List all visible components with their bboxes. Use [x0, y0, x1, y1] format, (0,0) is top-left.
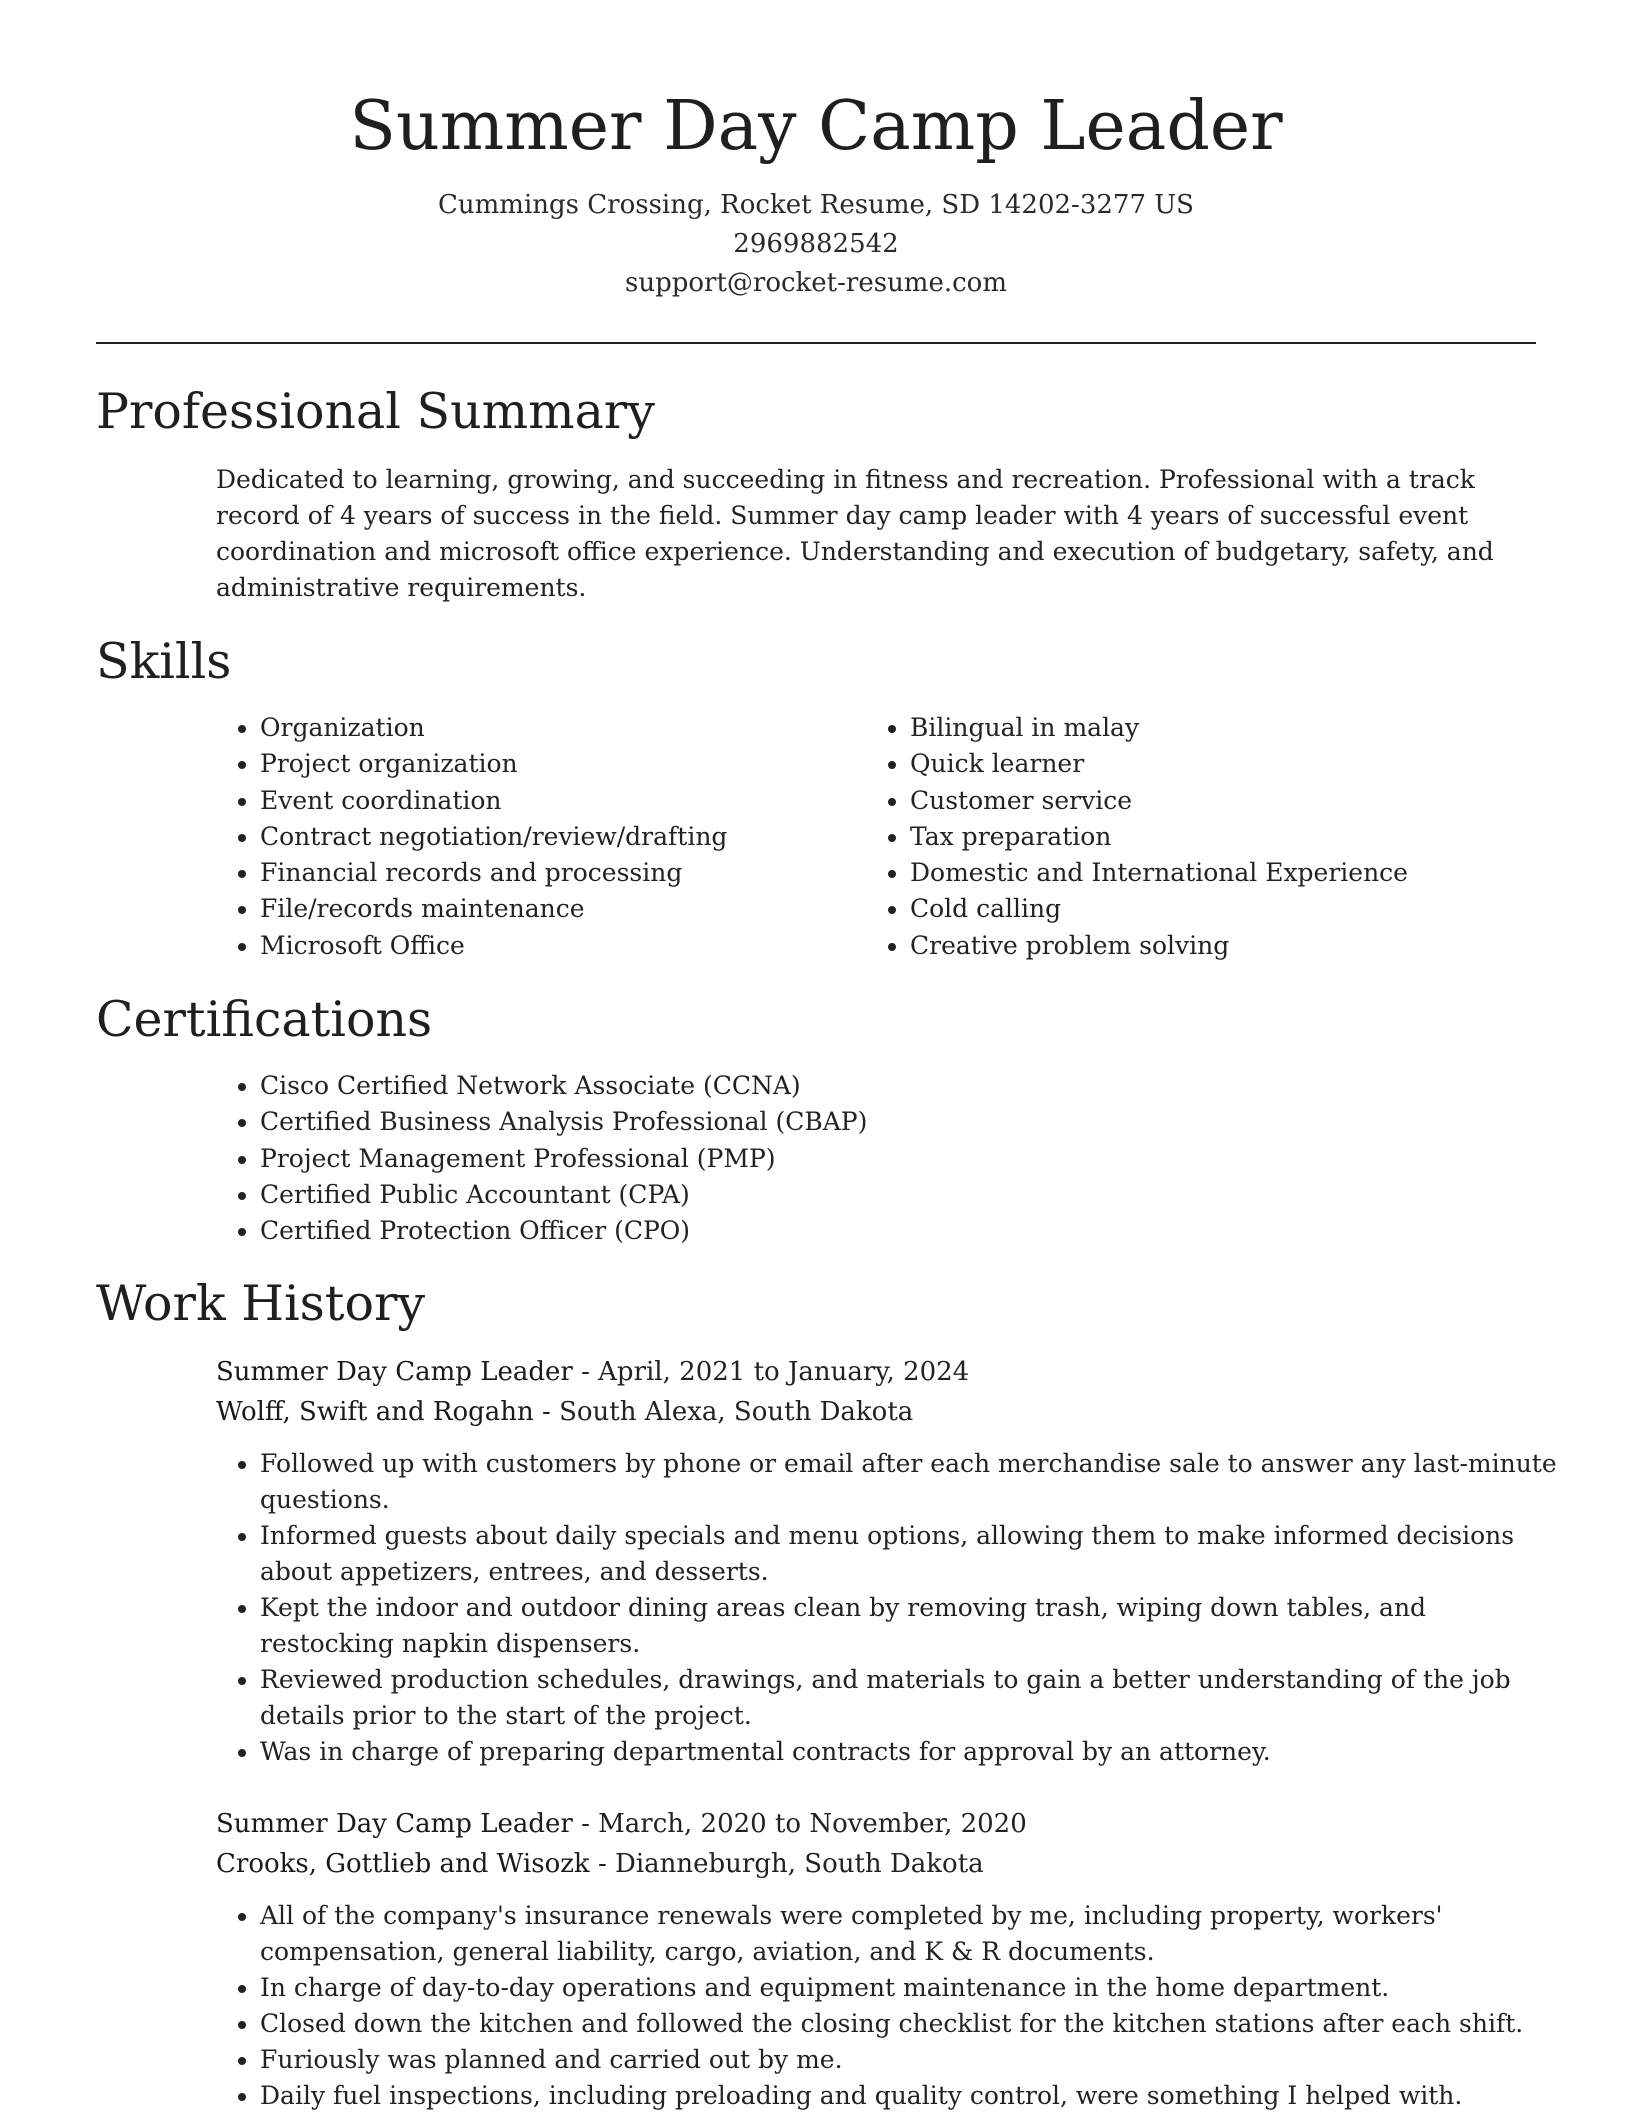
skills-list-right — [866, 710, 1550, 964]
skill-item: • Financial records and processing — [260, 855, 820, 891]
job-company: Wolff, Swift and Rogahn — [216, 1397, 534, 1427]
job-company-line — [216, 1844, 984, 1884]
candidate-name: Summer Day Camp Leader — [349, 87, 1283, 166]
job-title-line — [216, 1804, 1027, 1844]
job-dates: - April, 2021 to January, 2024 — [572, 1357, 970, 1387]
contact-address: Cummings Crossing, Rocket Resume, SD 14202-3277 US — [438, 190, 1194, 220]
job-title-line — [216, 1352, 969, 1392]
skill-item: • Contract negotiation/review/drafting — [260, 819, 820, 855]
job-title: Summer Day Camp Leader — [216, 1809, 573, 1839]
skill-item: • Microsoft Office — [260, 928, 820, 964]
contact-phone: 2969882542 — [733, 229, 899, 259]
job-duty-item: • All of the company's insurance renewals were completed by me, including property, workers' compensation, general liability, cargo, aviation, and K & R documents. — [260, 1898, 1565, 1970]
contact-email: support@rocket-resume.com — [624, 268, 1007, 298]
work-history-heading: Work History — [96, 1275, 426, 1332]
job-duty-item: • In charge of day-to-day operations and equipment maintenance in the home department. — [260, 1970, 1565, 2006]
job-title: Summer Day Camp Leader — [216, 1357, 573, 1387]
certification-item: • Certified Protection Officer (CPO) — [260, 1213, 1460, 1249]
skills-heading: Skills — [96, 633, 232, 690]
skill-item: • Project organization — [260, 746, 820, 782]
job-duties-list — [216, 1898, 1565, 2114]
summary-text: Dedicated to learning, growing, and succeeding in fitness and recreation. Professional with a track record of 4 years of success in the field. Summer day camp leader with 4 years of successful event coordination and microsoft office experience. Understanding and execution of budgetary, safety, and administrative requirements. — [216, 465, 1494, 602]
certifications-heading: Certifications — [96, 991, 433, 1048]
skills-list-left — [216, 710, 820, 964]
job-duty-item: • Was in charge of preparing departmental contracts for approval by an attorney. — [260, 1734, 1565, 1770]
job-duties-list — [216, 1446, 1565, 1770]
skill-item: • Tax preparation — [910, 819, 1550, 855]
certification-item: • Cisco Certified Network Associate (CCNA) — [260, 1068, 1460, 1104]
resume-header — [96, 82, 1536, 303]
skill-item: • Bilingual in malay — [910, 710, 1550, 746]
certification-item: • Project Management Professional (PMP) — [260, 1141, 1460, 1177]
job-location: - South Alexa, South Dakota — [533, 1397, 914, 1427]
job-duty-item: • Followed up with customers by phone or email after each merchandise sale to answer any last-minute questions. — [260, 1446, 1565, 1518]
skill-item: • Cold calling — [910, 891, 1550, 927]
job-duty-item: • Daily fuel inspections, including preloading and quality control, were something I helped with. — [260, 2078, 1565, 2114]
summary-heading: Professional Summary — [96, 383, 655, 440]
job-company-line — [216, 1392, 913, 1432]
skill-item: • Quick learner — [910, 746, 1550, 782]
job-duty-item: • Closed down the kitchen and followed the closing checklist for the kitchen stations after each shift. — [260, 2006, 1565, 2042]
skill-item: • Customer service — [910, 783, 1550, 819]
job-duty-item: • Furiously was planned and carried out by me. — [260, 2042, 1565, 2078]
certification-item: • Certified Business Analysis Professional (CBAP) — [260, 1104, 1460, 1140]
job-location: - Dianneburgh, South Dakota — [589, 1849, 984, 1879]
job-duty-item: • Informed guests about daily specials and menu options, allowing them to make informed decisions about appetizers, entrees, and desserts. — [260, 1518, 1565, 1590]
skill-item: • Organization — [260, 710, 820, 746]
job-dates: - March, 2020 to November, 2020 — [572, 1809, 1027, 1839]
skill-item: • File/records maintenance — [260, 891, 820, 927]
job-company: Crooks, Gottlieb and Wisozk — [216, 1849, 590, 1879]
certification-item: • Certified Public Accountant (CPA) — [260, 1177, 1460, 1213]
skill-item: • Domestic and International Experience — [910, 855, 1550, 891]
certifications-list — [216, 1068, 1460, 1249]
job-duty-item: • Reviewed production schedules, drawings, and materials to gain a better understanding of the job details prior to the start of the project. — [260, 1662, 1565, 1734]
skill-item: • Event coordination — [260, 783, 820, 819]
skill-item: • Creative problem solving — [910, 928, 1550, 964]
header-divider — [96, 342, 1536, 344]
job-duty-item: • Kept the indoor and outdoor dining areas clean by removing trash, wiping down tables, and restocking napkin dispensers. — [260, 1590, 1565, 1662]
